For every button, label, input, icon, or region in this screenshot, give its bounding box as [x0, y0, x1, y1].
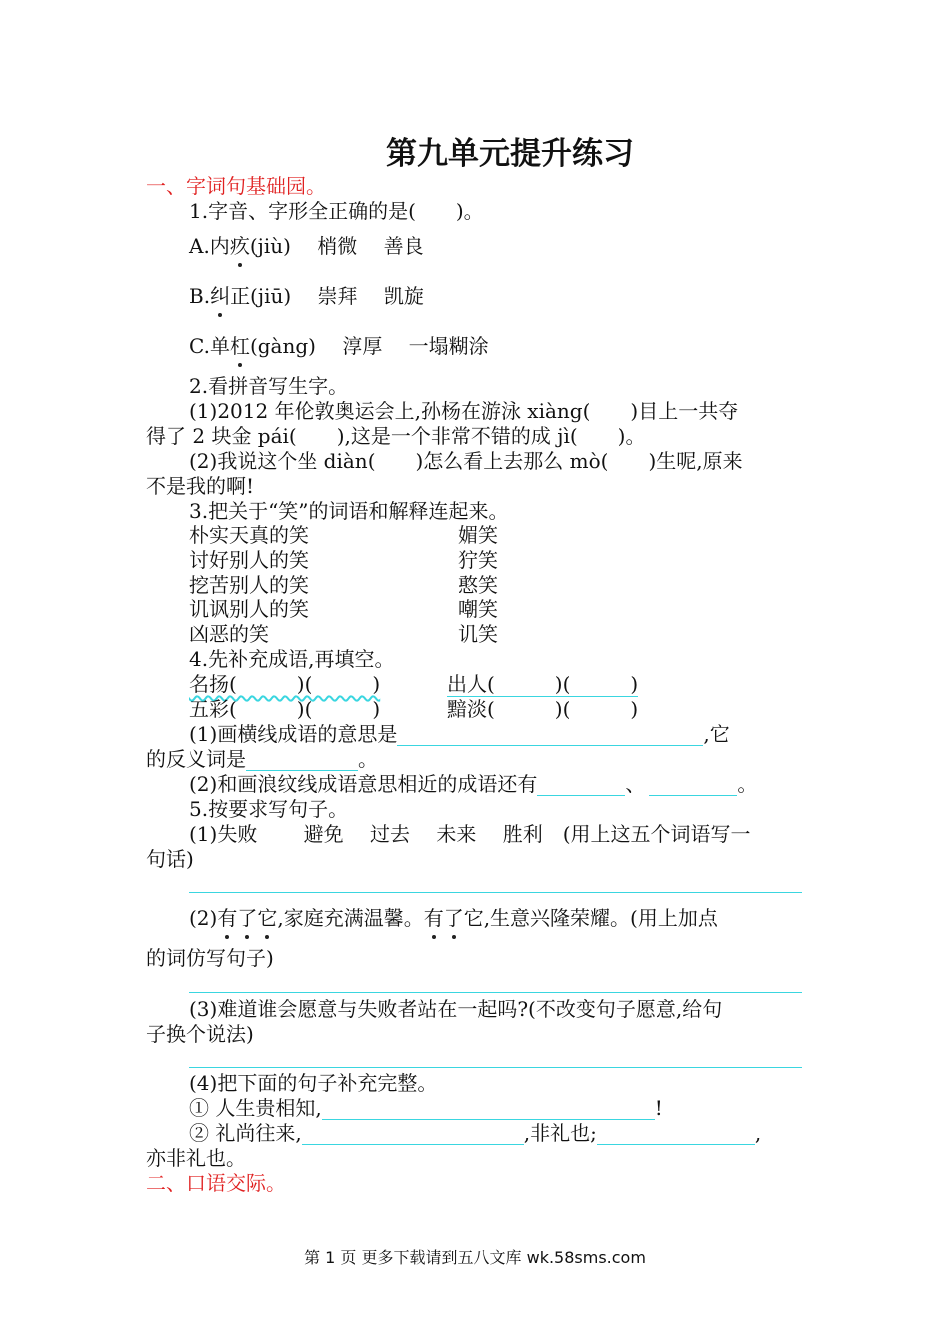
emphasis-dot-char: 有 — [217, 906, 238, 930]
q2-line-3: (2)我说这个坐 diàn( )怎么看上去那么 mò( )生呢,原来 — [189, 449, 743, 473]
q1-stem: 1.字音、字形全正确的是( )。 — [189, 199, 484, 223]
answer-blank[interactable] — [597, 1124, 755, 1145]
q4-stem: 4.先补充成语,再填空。 — [189, 647, 395, 671]
q5-p2-line-1 — [189, 906, 718, 930]
q5-p2-line-2: 的词仿写句子) — [146, 946, 274, 970]
q3-left-5: 凶恶的笑 — [189, 622, 269, 646]
q1-c-pre: C.单 — [189, 334, 230, 358]
q3-left-2: 讨好别人的笑 — [189, 548, 309, 572]
q4-sub-2-end: 。 — [737, 772, 758, 796]
answer-blank[interactable] — [322, 1099, 655, 1120]
q5-p1-line-1: (1)失败 避免 过去 未来 胜利 (用上这五个词语写一 — [189, 822, 751, 846]
section-2-heading: 二、口语交际。 — [146, 1171, 286, 1195]
answer-line[interactable] — [189, 992, 802, 993]
q4-sub-1-text-b: ,它 — [703, 722, 730, 746]
q5-p4-1-text: ① 人生贵相知, — [189, 1096, 322, 1120]
q5-stem: 5.按要求写句子。 — [189, 797, 349, 821]
q3-right-3: 憨笑 — [458, 573, 498, 597]
q2-line-2: 得了 2 块金 pái( ),这是一个非常不错的成 jì( )。 — [146, 424, 646, 448]
q5-p4-item-2-cont: 亦非礼也。 — [146, 1146, 246, 1170]
q5-p4-item-1 — [189, 1096, 663, 1120]
q3-right-2: 狞笑 — [458, 548, 498, 572]
answer-blank[interactable] — [397, 725, 703, 746]
q5-p4-2-mid: ,非礼也; — [523, 1121, 597, 1145]
q3-right-1: 媚笑 — [458, 523, 498, 547]
emphasis-dot-char: 纠 — [210, 284, 231, 308]
q1-a-pre: A.内 — [189, 234, 230, 258]
q5-p2-num: (2) — [189, 906, 218, 930]
q4-idiom-wavy — [189, 672, 380, 696]
q2-line-1: (1)2012 年伦敦奥运会上,孙杨在游泳 xiàng( )目上一共夺 — [189, 399, 739, 423]
q3-left-3: 挖苦别人的笑 — [189, 573, 309, 597]
answer-blank[interactable] — [302, 1124, 524, 1145]
q5-p1-line-2: 句话) — [146, 847, 194, 871]
emphasis-dot-char: 了 — [237, 906, 258, 930]
q1-option-a — [189, 234, 424, 258]
q5-p4-stem: (4)把下面的句子补充完整。 — [189, 1071, 438, 1095]
q5-p4-2-end: , — [754, 1121, 762, 1145]
page-footer: 第 1 页 更多下载请到五八文库 wk.58sms.com — [304, 1248, 646, 1267]
idiom-churen: 出人( )( ) — [447, 672, 639, 696]
q4-sub-2-text: (2)和画浪纹线成语意思相近的成语还有 — [189, 772, 538, 796]
answer-blank[interactable] — [649, 775, 737, 796]
answer-blank[interactable] — [537, 775, 625, 796]
q1-b-pre: B. — [189, 284, 211, 308]
emphasis-dot-char: 疚 — [229, 234, 250, 258]
q1-c-post: (gàng) 淳厚 一塌糊涂 — [249, 334, 489, 358]
q4-sub-1-line-1 — [189, 722, 730, 746]
page-title: 第九单元提升练习 — [386, 136, 634, 172]
q5-p4-item-2 — [189, 1121, 761, 1145]
q4-sub-2-sep: 、 — [625, 772, 646, 796]
q4-idiom-wucai: 五彩( )( ) — [189, 697, 381, 721]
q3-right-4: 嘲笑 — [458, 597, 498, 621]
q4-idiom-andan: 黯淡( )( ) — [447, 697, 639, 721]
idiom-mingyang: 名扬( )( ) — [189, 672, 381, 696]
q5-p4-1-end: ! — [654, 1096, 663, 1120]
emphasis-dot-char: 有 — [423, 906, 444, 930]
q3-left-1: 朴实天真的笑 — [189, 523, 309, 547]
q5-p4-2-text: ② 礼尚往来, — [189, 1121, 302, 1145]
q4-sub-2 — [189, 772, 757, 796]
answer-line[interactable] — [189, 1067, 802, 1068]
q5-p3-line-2: 子换个说法) — [146, 1022, 254, 1046]
emphasis-dot-char: 了 — [443, 906, 464, 930]
q3-right-5: 讥笑 — [458, 622, 498, 646]
q1-option-c — [189, 334, 489, 358]
q2-line-4: 不是我的啊! — [146, 474, 255, 498]
q2-stem: 2.看拼音写生字。 — [189, 374, 349, 398]
q4-sub-1-text-c: 的反义词是 — [146, 747, 246, 771]
section-1-heading: 一、字词句基础园。 — [146, 174, 326, 198]
q5-p2-text: ,家庭充满温馨。 — [277, 906, 424, 930]
q4-sub-1-line-2 — [146, 747, 378, 771]
q1-a-post: (jiù) 梢微 善良 — [249, 234, 424, 258]
q4-idiom-underlined — [447, 672, 638, 696]
q1-b-post: 正(jiū) 崇拜 凯旋 — [230, 284, 424, 308]
answer-blank[interactable] — [246, 750, 358, 771]
emphasis-dot-char: 杠 — [229, 334, 250, 358]
q5-p2-text-b: 它,生意兴隆荣耀。(用上加点 — [463, 906, 718, 930]
q4-sub-1-text-d: 。 — [358, 747, 378, 771]
q5-p3-line-1: (3)难道谁会愿意与失败者站在一起吗?(不改变句子愿意,给句 — [189, 997, 723, 1021]
emphasis-dot-char: 它 — [257, 906, 278, 930]
answer-line[interactable] — [189, 892, 802, 893]
q3-left-4: 讥讽别人的笑 — [189, 597, 309, 621]
q3-stem: 3.把关于“笑”的词语和解释连起来。 — [189, 499, 509, 523]
q4-sub-1-text: (1)画横线成语的意思是 — [189, 722, 398, 746]
q1-option-b — [189, 284, 424, 308]
